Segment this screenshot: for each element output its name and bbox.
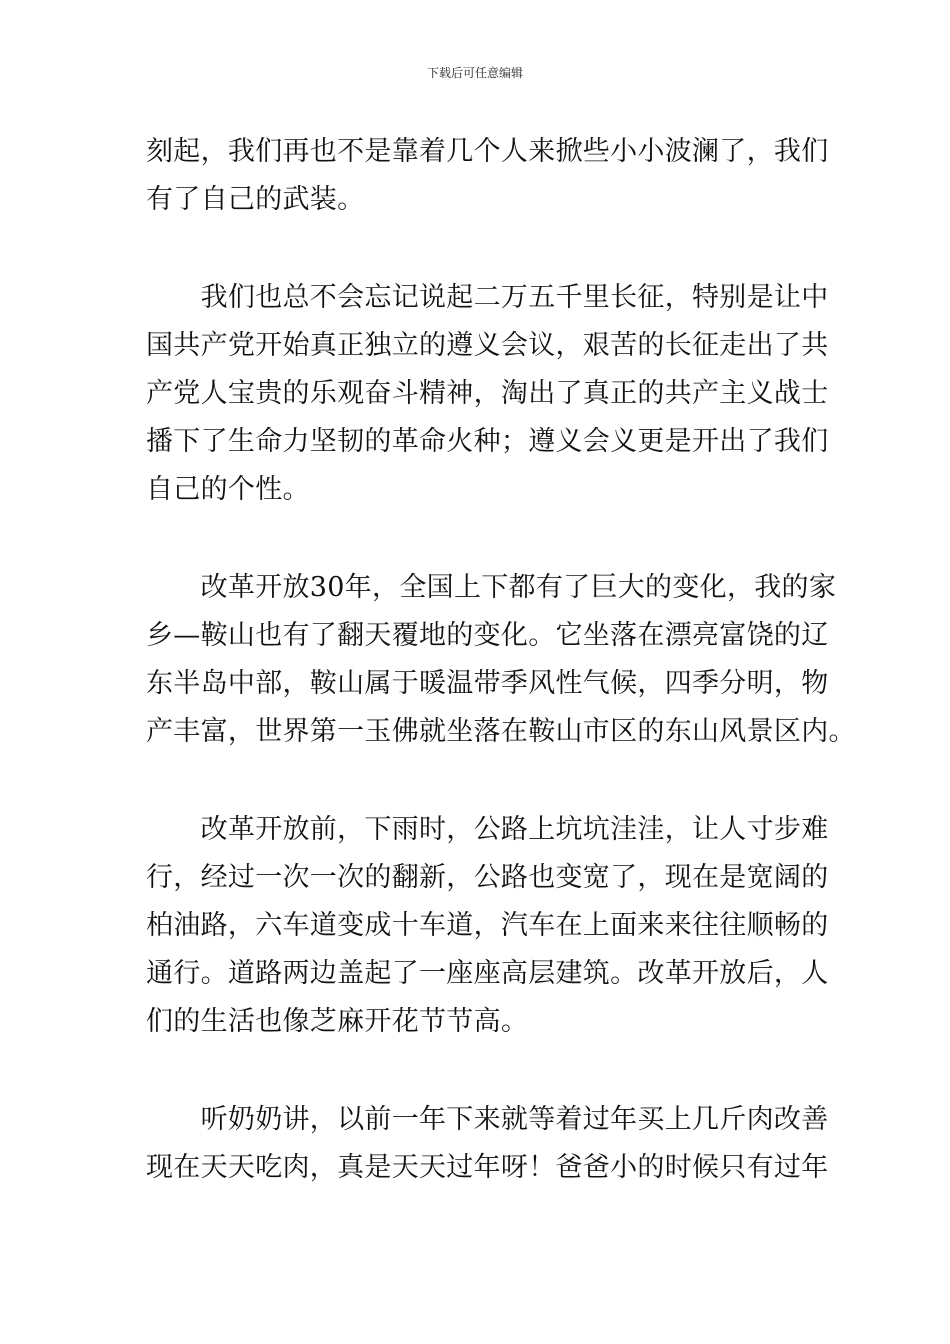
text-line: 有了自己的武装。	[146, 184, 365, 215]
paragraph-gap	[146, 1048, 806, 1098]
text-line: 柏油路，六车道变成十车道，汽车在上面来来往往顺畅的	[146, 910, 829, 941]
paragraph-gap	[146, 758, 806, 808]
text-line: 们的生活也像芝麻开花节节高。	[146, 1006, 529, 1037]
text-line: 我们也总不会忘记说起二万五千里长征，特别是让中	[146, 282, 829, 313]
text-line: 播下了生命力坚韧的革命火种；遵义会义更是开出了我们	[146, 426, 829, 457]
paragraph-gap	[146, 516, 806, 566]
page-header-note: 下载后可任意编辑	[426, 66, 523, 80]
text-line: 产党人宝贵的乐观奋斗精神，淘出了真正的共产主义战士	[146, 378, 829, 409]
text-line: 国共产党开始真正独立的遵义会议，艰苦的长征走出了共	[146, 330, 829, 361]
document-body	[146, 130, 856, 1194]
paragraph	[146, 276, 829, 516]
paragraph	[146, 130, 829, 226]
text-line: 乡—鞍山也有了翻天覆地的变化。它坐落在漂亮富饶的辽	[146, 620, 829, 651]
text-line: 听奶奶讲，以前一年下来就等着过年买上几斤肉改善	[146, 1104, 829, 1135]
text-line: 行，经过一次一次的翻新，公路也变宽了，现在是宽阔的	[146, 862, 829, 893]
text-line: 改革开放30年，全国上下都有了巨大的变化，我的家	[146, 572, 837, 603]
paragraph	[146, 566, 856, 758]
paragraph-gap	[146, 226, 806, 276]
paragraph	[146, 808, 829, 1048]
text-line: 东半岛中部，鞍山属于暖温带季风性气候，四季分明，物	[146, 668, 829, 699]
text-line: 通行。道路两边盖起了一座座高层建筑。改革开放后，人	[146, 958, 829, 989]
text-line: 产丰富，世界第一玉佛就坐落在鞍山市区的东山风景区内。	[146, 716, 856, 747]
text-line: 刻起，我们再也不是靠着几个人来掀些小小波澜了，我们	[146, 136, 829, 167]
text-line: 自己的个性。	[146, 474, 310, 505]
text-line: 现在天天吃肉，真是天天过年呀！爸爸小的时候只有过年	[146, 1152, 829, 1183]
text-line: 改革开放前，下雨时，公路上坑坑洼洼，让人寸步难	[146, 814, 829, 845]
paragraph	[146, 1098, 829, 1194]
